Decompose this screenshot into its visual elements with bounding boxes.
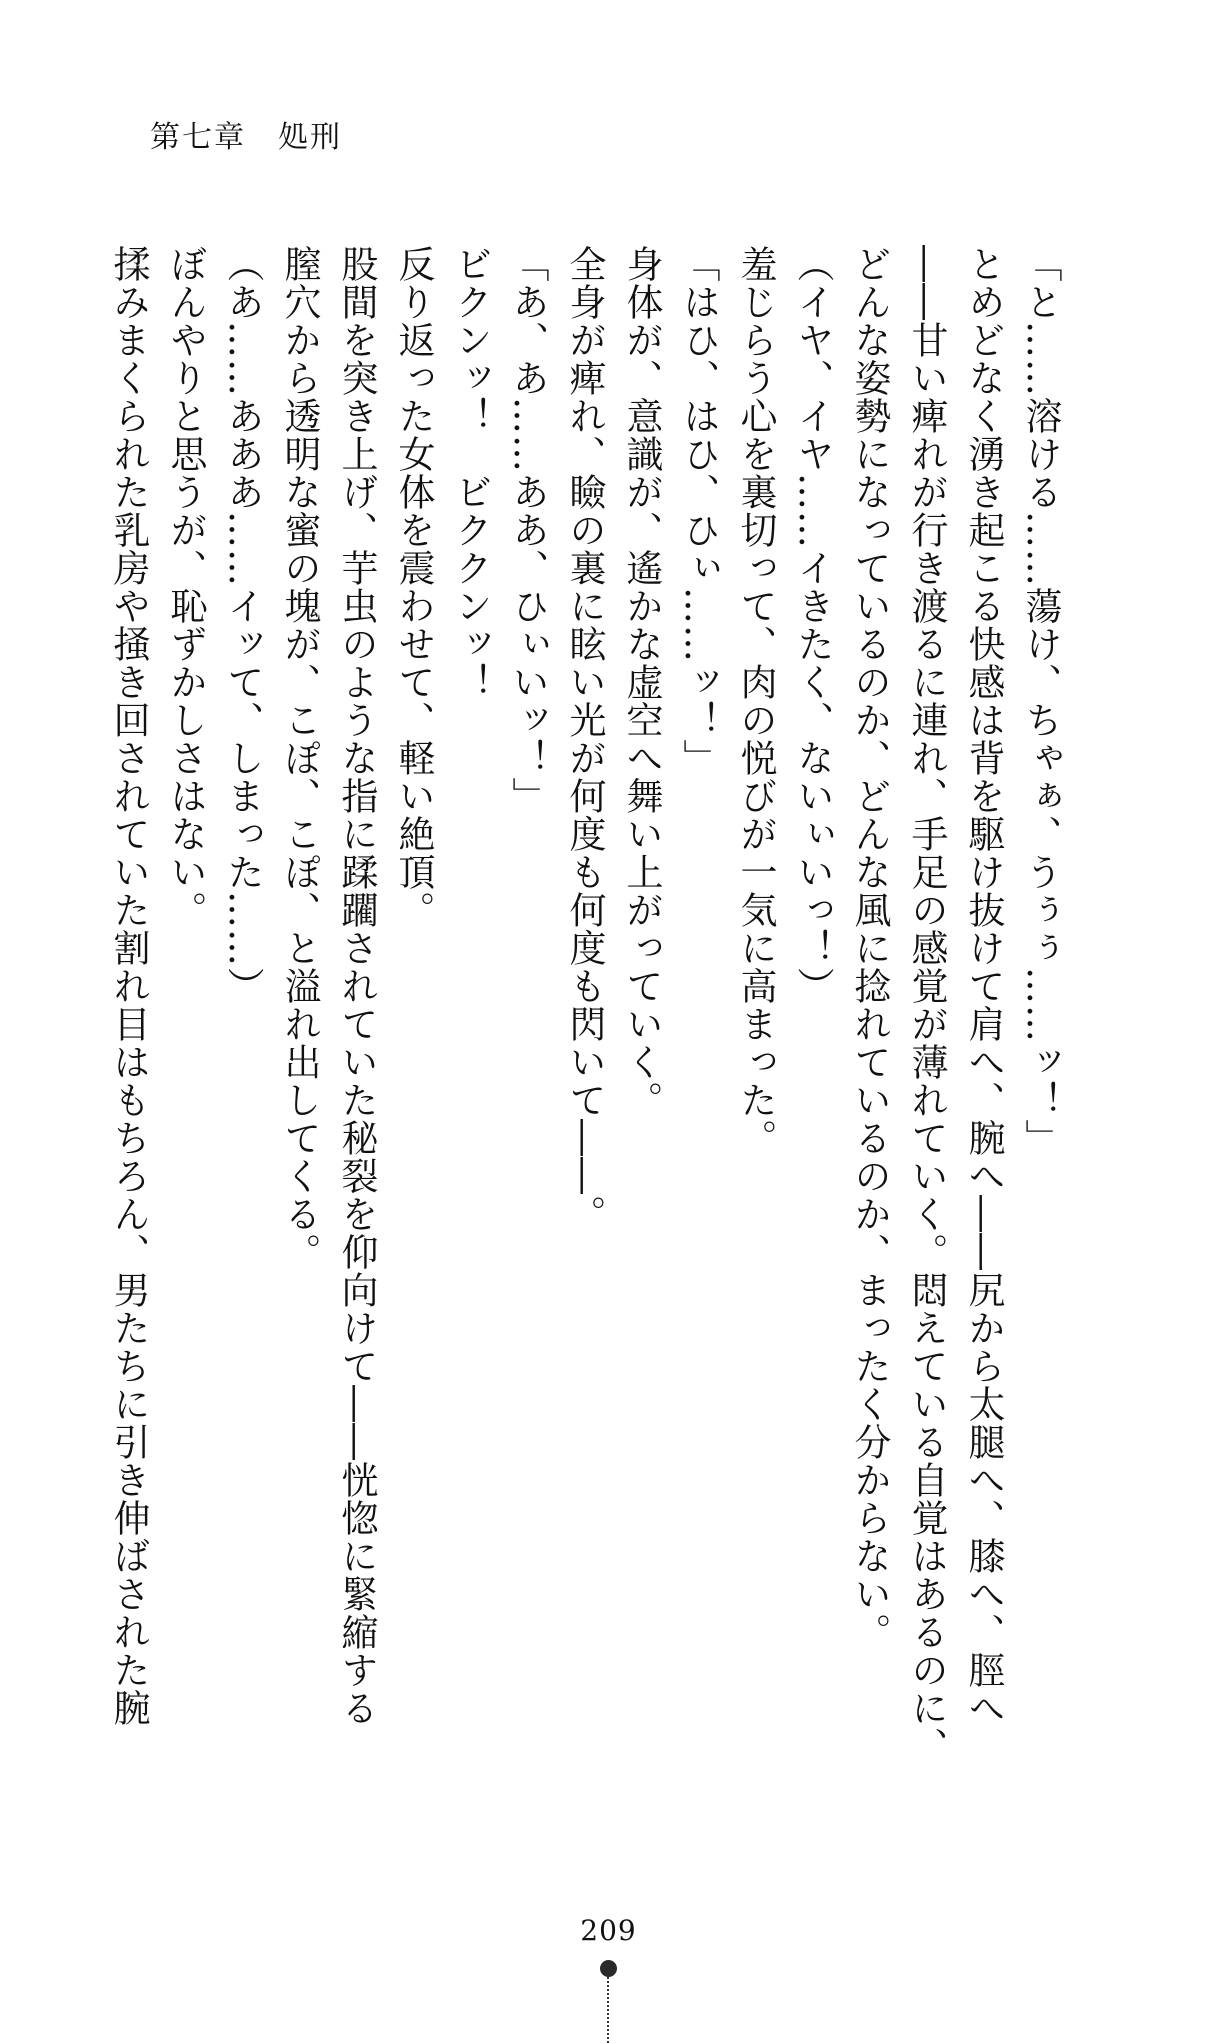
text-line-9: 全身が痺れ、瞼の裏に眩い光が何度も何度も閃いて――。 [563, 245, 606, 1233]
text-line-12: 反り返った女体を震わせて、軽い絶頂。 [392, 245, 435, 929]
chapter-running-head: 第七章 処刑 [150, 120, 342, 155]
text-line-10: 「あ、あ……ああ、ひぃいッ！」 [506, 245, 549, 815]
folio-dot-ornament [600, 1960, 617, 1977]
text-line-16: ぼんやりと思うが、恥ずかしさはない。 [164, 245, 207, 929]
text-line-8: 身体が、意識が、遙かな虚空へ舞い上がっていく。 [620, 245, 663, 1119]
page-number: 209 [580, 1914, 637, 1947]
text-line-5: （イヤ、イヤ……イきたく、ないぃいっ！） [791, 245, 834, 1005]
text-line-11: ビクンッ！ ビククンッ！ [449, 245, 492, 701]
text-line-13: 股間を突き上げ、芋虫のような指に蹂躙されていた秘裂を仰向けて――恍惚に緊縮する [335, 245, 378, 1727]
text-line-7: 「はひ、はひ、ひぃ……ッ！」 [677, 245, 720, 777]
vertical-body-text [100, 245, 1069, 1765]
text-line-17: 揉みまくられた乳房や掻き回されていた割れ目はもちろん、男たちに引き伸ばされた腕 [107, 245, 150, 1727]
text-line-6: 羞じらう心を裏切って、肉の悦びが一気に高まった。 [734, 245, 777, 1157]
text-line-14: 膣穴から透明な蜜の塊が、こぽ、こぽ、と溢れ出してくる。 [278, 245, 321, 1271]
text-line-4: どんな姿勢になっているのか、どんな風に捻れているのか、まったく分からない。 [848, 245, 891, 1651]
text-line-3: ――甘い痺れが行き渡るに連れ、手足の感覚が薄れていく。悶えている自覚はあるのに、 [905, 245, 948, 1765]
text-line-2: とめどなく湧き起こる快感は背を駆け抜けて肩へ、腕へ――尻から太腿へ、膝へ、脛へ [962, 245, 1005, 1727]
text-line-15: （あ……あああ……イッて、しまった……） [221, 245, 264, 1005]
text-line-1: 「と……溶ける……蕩け、ちゃぁ、うぅぅ……ッ！」 [1019, 245, 1062, 1157]
folio-dotted-rule [607, 1977, 609, 2043]
